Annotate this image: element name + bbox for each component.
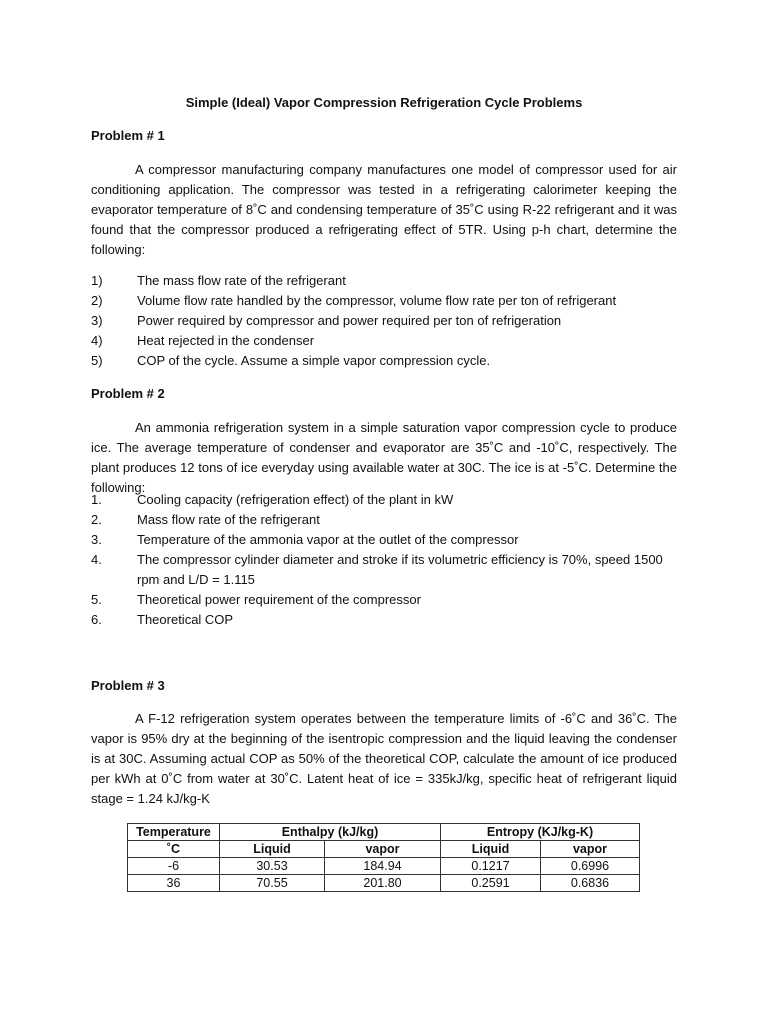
table-row xyxy=(128,875,640,892)
item-text: Cooling capacity (refrigeration effect) of the plant in kW xyxy=(137,492,454,507)
item-number: 2. xyxy=(91,512,102,527)
table-cell: -6 xyxy=(128,858,220,875)
table-cell: 201.80 xyxy=(325,875,441,892)
problem-1-text: A compressor manufacturing company manufactures one model of compressor used for air conditioning application. The compressor was tested in a refrigerating calorimeter keeping the evaporator temperature of 8˚C and condensing temperature of 35˚C using R-22 refrigerant and it was found that the compressor produced a refrigerating effect of 5TR. Using p-h chart, determine the following: xyxy=(91,162,677,257)
item-text: Temperature of the ammonia vapor at the outlet of the compressor xyxy=(137,532,519,547)
subheader-cell: Liquid xyxy=(220,841,325,858)
problem-3-heading: Problem # 3 xyxy=(91,678,165,693)
list-item xyxy=(91,590,677,610)
header-temperature: Temperature xyxy=(128,824,220,841)
list-item xyxy=(91,291,677,311)
problem-3-text: A F-12 refrigeration system operates between the temperature limits of -6˚C and 36˚C. The vapor is 95% dry at the beginning of the isentropic compression and the liquid leaving the condenser is at 30C. Assuming actual COP as 50% of the theoretical COP, calculate the amount of ice produced per kWh at 0˚C from water at 30˚C. Latent heat of ice = 335kJ/kg, specific heat of refrigerant liquid stage = 1.24 kJ/kg-K xyxy=(91,711,677,806)
item-text: Heat rejected in the condenser xyxy=(137,333,315,348)
table-cell: 36 xyxy=(128,875,220,892)
item-number: 5. xyxy=(91,592,102,607)
problem-1-heading: Problem # 1 xyxy=(91,128,165,143)
item-text: The compressor cylinder diameter and stroke if its volumetric efficiency is 70%, speed 1500 rpm and L/D = 1.115 xyxy=(137,552,663,587)
item-number: 1. xyxy=(91,492,102,507)
item-number: 3) xyxy=(91,313,103,328)
problem-1-list xyxy=(91,271,677,371)
item-number: 5) xyxy=(91,353,103,368)
list-item xyxy=(91,490,677,510)
list-item xyxy=(91,610,677,630)
table-cell: 0.1217 xyxy=(441,858,541,875)
item-text: Mass flow rate of the refrigerant xyxy=(137,512,320,527)
subheader-cell: vapor xyxy=(325,841,441,858)
table-header-row xyxy=(128,824,640,841)
header-entropy: Entropy (KJ/kg-K) xyxy=(441,824,640,841)
item-number: 1) xyxy=(91,273,103,288)
list-item xyxy=(91,271,677,291)
list-item xyxy=(91,331,677,351)
item-text: COP of the cycle. Assume a simple vapor compression cycle. xyxy=(137,353,491,368)
item-text: Power required by compressor and power required per ton of refrigeration xyxy=(137,313,562,328)
subheader-cell: ˚C xyxy=(128,841,220,858)
subheader-cell: vapor xyxy=(541,841,640,858)
property-table xyxy=(127,823,640,892)
item-number: 4) xyxy=(91,333,103,348)
list-item xyxy=(91,351,677,371)
list-item xyxy=(91,550,677,590)
table-row xyxy=(128,858,640,875)
item-number: 3. xyxy=(91,532,102,547)
header-enthalpy: Enthalpy (kJ/kg) xyxy=(220,824,441,841)
item-number: 4. xyxy=(91,552,102,567)
item-number: 2) xyxy=(91,293,103,308)
table-cell: 184.94 xyxy=(325,858,441,875)
item-text: Volume flow rate handled by the compressor, volume flow rate per ton of refrigerant xyxy=(137,293,617,308)
table-cell: 30.53 xyxy=(220,858,325,875)
item-text: Theoretical power requirement of the compressor xyxy=(137,592,421,607)
table-cell: 0.6996 xyxy=(541,858,640,875)
document-title: Simple (Ideal) Vapor Compression Refrigeration Cycle Problems xyxy=(185,95,583,110)
table-cell: 70.55 xyxy=(220,875,325,892)
subheader-cell: Liquid xyxy=(441,841,541,858)
problem-2-list xyxy=(91,490,677,630)
list-item xyxy=(91,530,677,550)
table-subheader-row xyxy=(128,841,640,858)
problem-2-heading: Problem # 2 xyxy=(91,386,165,401)
list-item xyxy=(91,510,677,530)
item-number: 6. xyxy=(91,612,102,627)
table-cell: 0.2591 xyxy=(441,875,541,892)
table-cell: 0.6836 xyxy=(541,875,640,892)
list-item xyxy=(91,311,677,331)
item-text: Theoretical COP xyxy=(137,612,234,627)
problem-2-text: An ammonia refrigeration system in a simple saturation vapor compression cycle to produce ice. The average temperature of condenser and evaporator are 35˚C and -10˚C, respectively. The plant produces 12 tons of ice everyday using available water at 30C. The ice is at -5˚C. Determine the following: xyxy=(91,420,677,495)
item-text: The mass flow rate of the refrigerant xyxy=(137,273,346,288)
